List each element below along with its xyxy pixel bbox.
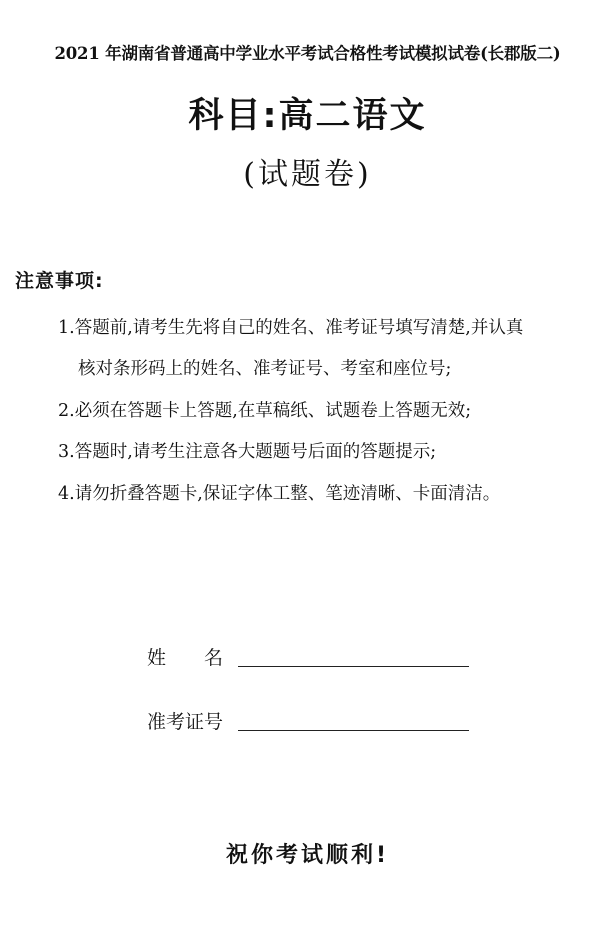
notice-item-3: 3.答题时,请考生注意各大题题号后面的答题提示; — [58, 442, 437, 462]
notice-item-1-line-2: 核对条形码上的姓名、准考证号、考室和座位号; — [78, 359, 452, 379]
exam-title: 2021 年湖南省普通高中学业水平考试合格性考试模拟试卷(长郡版二) — [54, 44, 561, 63]
notice-title: 注意事项: — [15, 270, 104, 292]
notice-item-4: 4.请勿折叠答题卡,保证字体工整、笔迹清晰、卡面清洁。 — [58, 484, 501, 504]
subject-heading: 科目:高二语文 — [188, 96, 427, 136]
exam-id-label: 准考证号 — [147, 711, 224, 733]
notice-item-2: 2.必须在答题卡上答题,在草稿纸、试题卷上答题无效; — [58, 401, 472, 421]
exam-id-field-line[interactable] — [238, 730, 469, 731]
blessing-text: 祝你考试顺利! — [225, 843, 390, 868]
name-field-line[interactable] — [238, 666, 469, 667]
name-label: 姓 名 — [147, 647, 224, 669]
notice-item-1-line-1: 1.答题前,请考生先将自己的姓名、准考证号填写清楚,并认真 — [58, 318, 524, 338]
paper-type-label: (试题卷) — [243, 157, 372, 192]
